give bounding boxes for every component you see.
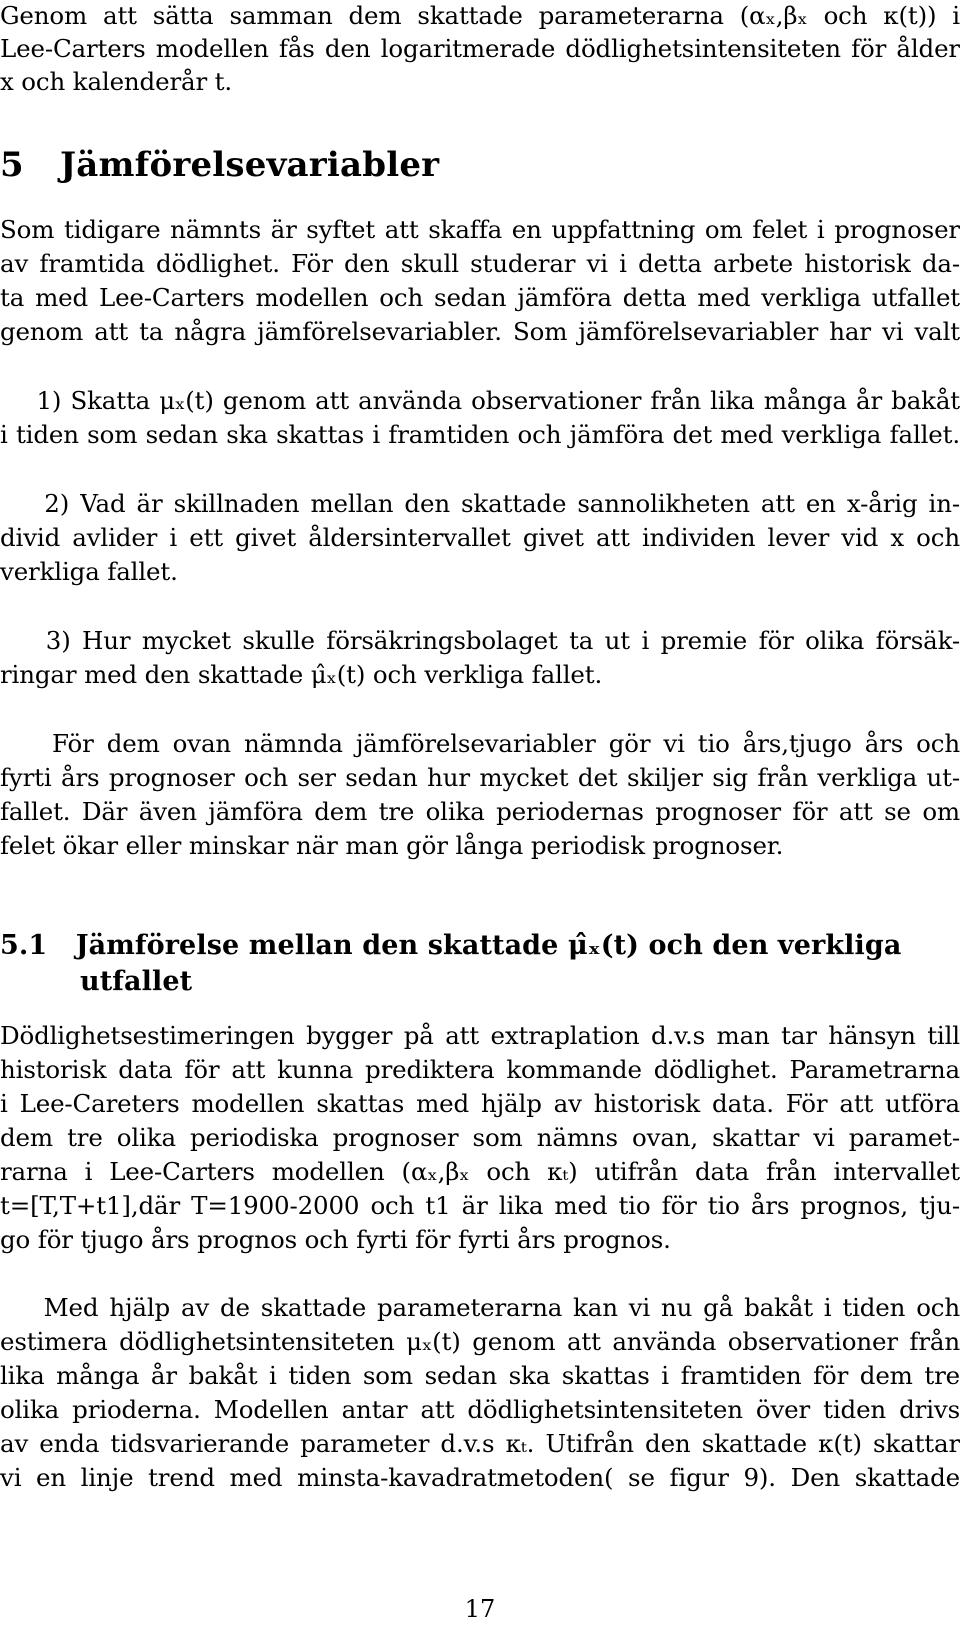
paragraph-line: Dödlighetsestimeringen bygger på att extraplation d.v.s man tar hänsyn till (0, 1021, 960, 1050)
paragraph-line: rarna i Lee-Carters modellen (αₓ,βₓ och κₜ) utifrån data från intervallet (0, 1157, 960, 1186)
paragraph-line: fyrti års prognoser och ser sedan hur mycket det skiljer sig från verkliga ut- (0, 763, 960, 792)
paragraph-line: dem tre olika periodiska prognoser som nämns ovan, skattar vi paramet- (0, 1123, 960, 1152)
list-item-line: verkliga fallet. (0, 557, 178, 586)
subsection-heading-continuation: utfallet (80, 966, 193, 997)
paragraph-line: av enda tidsvarierande parameter d.v.s κₜ. Utifrån den skattade κ(t) skattar (0, 1429, 960, 1458)
paragraph-line: av framtida dödlighet. För den skull studerar vi i detta arbete historisk da- (0, 249, 960, 278)
list-item-line: 2) Vad är skillnaden mellan den skattade sannolikheten att en x-årig in- (0, 489, 960, 518)
paragraph-line: För dem ovan nämnda jämförelsevariabler gör vi tio års,tjugo års och (0, 729, 960, 758)
paragraph-line: genom att ta några jämförelsevariabler. Som jämförelsevariabler har vi valt (0, 317, 960, 346)
paragraph-line: vi en linje trend med minsta-kavadratmetoden( se figur 9). Den skattade (0, 1463, 960, 1492)
paragraph-line: go för tjugo års prognos och fyrti för fyrti års prognos. (0, 1225, 671, 1254)
list-item-line: 3) Hur mycket skulle försäkringsbolaget ta ut i premie för olika försäk- (0, 626, 960, 655)
paragraph-line: olika prioderna. Modellen antar att dödlighetsintensiteten över tiden drivs (0, 1395, 960, 1424)
paragraph-line: felet ökar eller minskar när man gör långa periodisk prognoser. (0, 831, 784, 860)
paragraph-line: lika många år bakåt i tiden som sedan ska skattas i framtiden för dem tre (0, 1361, 960, 1390)
paragraph-line: estimera dödlighetsintensiteten μₓ(t) genom att använda observationer från (0, 1327, 960, 1356)
paragraph-line: t=[T,T+t1],där T=1900-2000 och t1 är lika med tio för tio års prognos, tju- (0, 1191, 960, 1220)
paragraph-line: fallet. Där även jämföra dem tre olika periodernas prognoser för att se om (0, 797, 960, 826)
list-item-line: i tiden som sedan ska skattas i framtiden och jämföra det med verkliga fallet. (0, 420, 960, 449)
paragraph-line: Med hjälp av de skattade parameterarna kan vi nu gå bakåt i tiden och (0, 1293, 960, 1322)
paragraph-line: historisk data för att kunna prediktera kommande dödlighet. Parametrarna (0, 1055, 960, 1084)
page-number: 17 (464, 1595, 496, 1623)
subsection-heading: 5.1 Jämförelse mellan den skattade μ̂ₓ(t) och den verkliga (0, 930, 902, 961)
paragraph-line: i Lee-Careters modellen skattas med hjälp av historisk data. För att utföra (0, 1089, 960, 1118)
paragraph-line: Som tidigare nämnts är syftet att skaffa en uppfattning om felet i prognoser (0, 215, 960, 244)
list-item-line: divid avlider i ett givet åldersintervallet givet att individen lever vid x och (0, 523, 960, 552)
intro-line: Genom att sätta samman dem skattade parameterarna (αₓ,βₓ och κ(t)) i (0, 1, 960, 30)
paragraph-line: ta med Lee-Carters modellen och sedan jämföra detta med verkliga utfallet (0, 283, 960, 312)
intro-line: x och kalenderår t. (0, 67, 232, 96)
list-item-line: ringar med den skattade μ̂ₓ(t) och verkliga fallet. (0, 660, 603, 689)
list-item-line: 1) Skatta μₓ(t) genom att använda observationer från lika många år bakåt (0, 386, 960, 415)
section-heading: 5 Jämförelsevariabler (0, 145, 440, 185)
intro-line: Lee-Carters modellen fås den logaritmerade dödlighetsintensiteten för ålder (0, 34, 960, 63)
